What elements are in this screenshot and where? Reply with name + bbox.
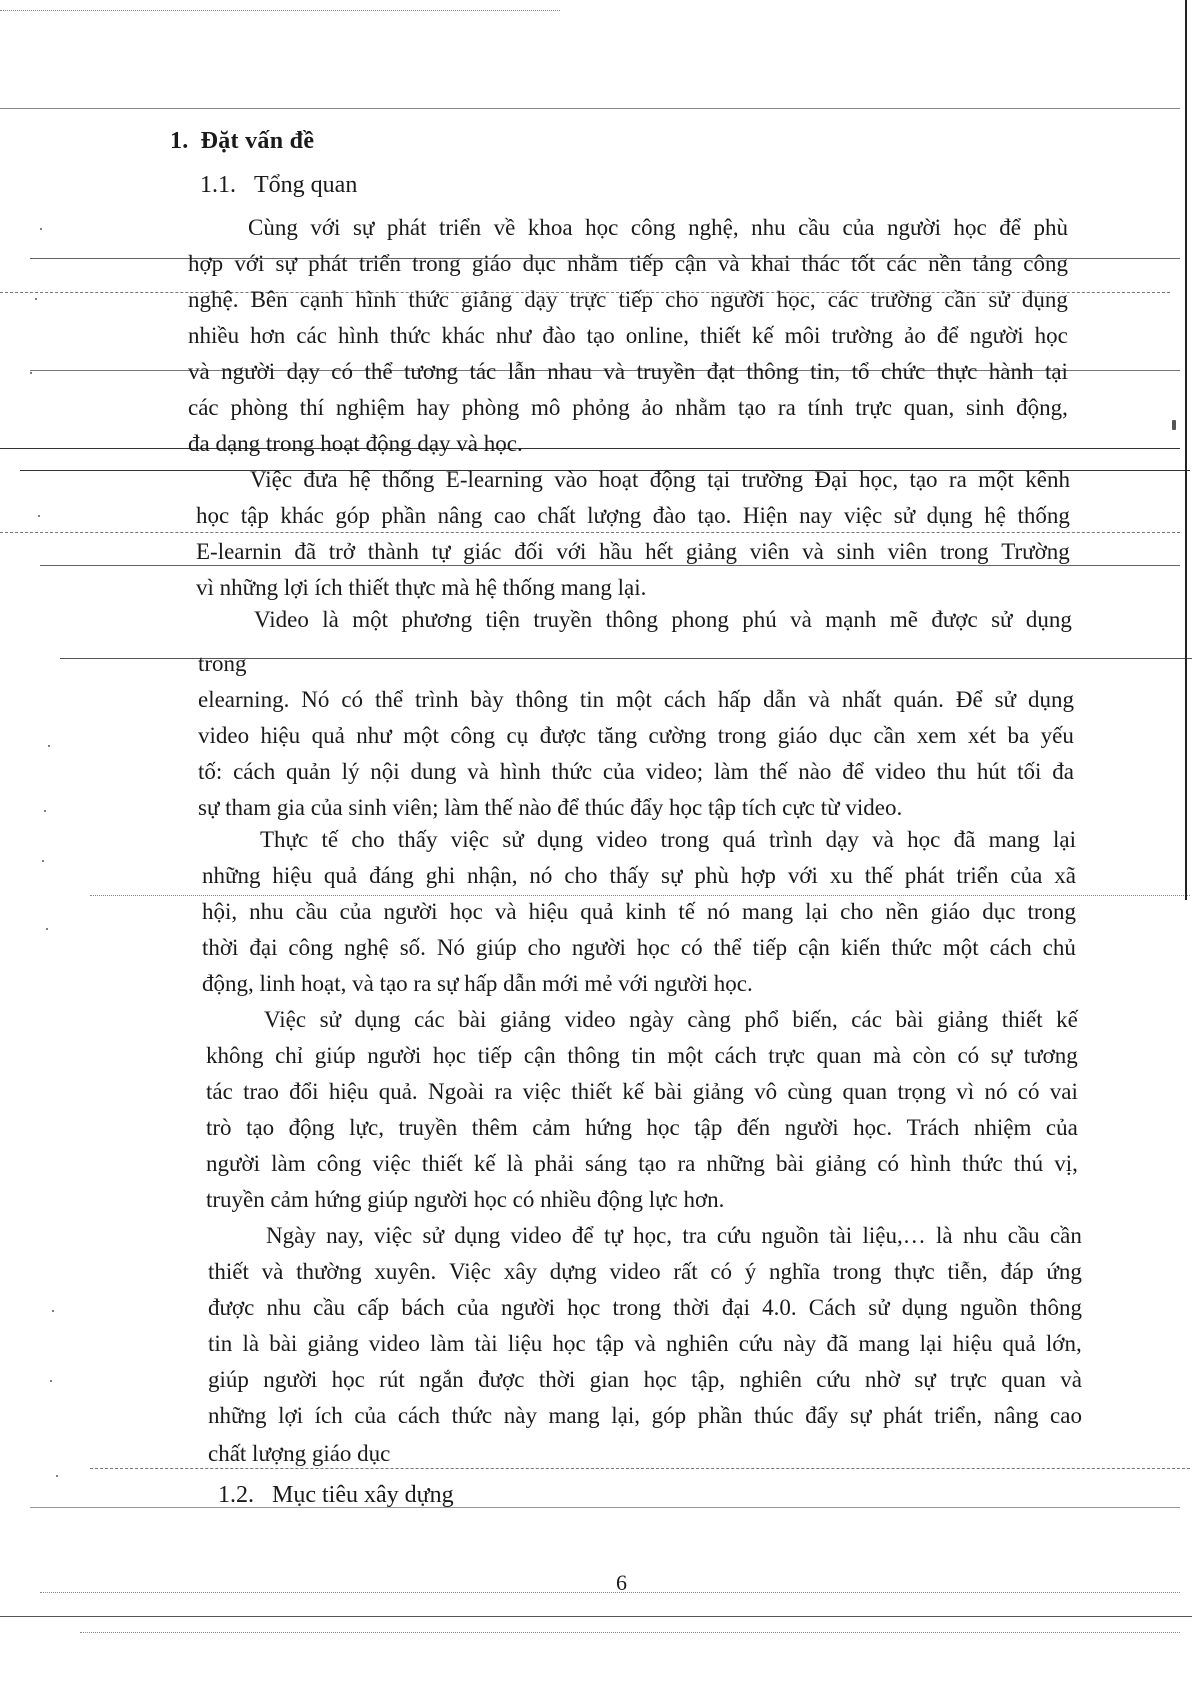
subsection-heading [218, 1482, 454, 1509]
text-line: Việc đưa hệ thống E-learning vào hoạt động tại trường Đại học, tạo ra một kênh [250, 467, 1070, 492]
text-line: trò tạo động lực, truyền thêm cảm hứng học tập đến người học. Trách nhiệm của [206, 1115, 1078, 1140]
text-line: hội, nhu cầu của người học và hiệu quả kinh tế nó mang lại cho nền giáo dục trong [202, 899, 1076, 924]
scan-speck [42, 860, 44, 862]
scan-artifact-line [90, 1468, 1190, 1469]
text-line: các phòng thí nghiệm hay phòng mô phỏng ảo nhằm tạo ra tính trực quan, sinh động, [188, 395, 1068, 420]
text-line: hợp với sự phát triển trong giáo dục nhằm tiếp cận và khai thác tốt các nền tảng công [188, 251, 1068, 276]
page-number: 6 [616, 1570, 627, 1595]
text-line: sự tham gia của sinh viên; làm thế nào để thúc đẩy học tập tích cực từ video. [198, 795, 903, 820]
text-line: và người dạy có thể tương tác lẫn nhau và truyền đạt thông tin, tổ chức thực hành tại [188, 359, 1068, 384]
text-line: nhiều hơn các hình thức khác như đào tạo online, thiết kế môi trường ảo để người học [188, 323, 1068, 348]
text-line: Ngày nay, việc sử dụng video để tự học, tra cứu nguồn tài liệu,… là nhu cầu cần [266, 1223, 1082, 1248]
scan-speck [46, 928, 48, 930]
subsection-title: Mục tiêu xây dựng [272, 1482, 454, 1508]
scan-artifact-line [30, 1507, 1180, 1508]
scan-artifact-line [0, 532, 1180, 533]
text-line: video hiệu quả như một công cụ được tăng cường trong giáo dục cần xem xét ba yếu [198, 723, 1074, 748]
scan-speck [1172, 420, 1176, 430]
scan-speck [50, 1380, 52, 1382]
scan-speck [44, 810, 46, 812]
text-line: chất lượng giáo dục [208, 1441, 391, 1466]
text-line: đa dạng trong hoạt động dạy và học. [188, 431, 523, 456]
subsection-title: Tổng quan [254, 172, 358, 198]
text-line: E-learnin đã trở thành tự giác đối với hầu hết giảng viên và sinh viên trong Trường [196, 539, 1070, 564]
scan-edge-line [1185, 0, 1187, 900]
text-line: người làm công việc thiết kế là phải sáng tạo ra những bài giảng có hình thức thú vị, [206, 1151, 1078, 1176]
scan-artifact-line [40, 565, 1180, 566]
text-line: tác trao đổi hiệu quả. Ngoài ra việc thiết kế bài giảng vô cùng quan trọng vì nó có vai [206, 1079, 1078, 1104]
scan-speck [38, 515, 40, 517]
text-line: Việc sử dụng các bài giảng video ngày càng phổ biến, các bài giảng thiết kế [264, 1007, 1078, 1032]
section-title: Đặt vấn đề [200, 128, 315, 154]
text-line: thời đại công nghệ số. Nó giúp cho người học có thể tiếp cận kiến thức một cách chủ [202, 935, 1076, 960]
text-line: Video là một phương tiện truyền thông phong phú và mạnh mẽ được sử dụng [254, 607, 1072, 632]
text-line: những hiệu quả đáng ghi nhận, nó cho thấy sự phù hợp với xu thế phát triển của xã [202, 863, 1076, 888]
scan-artifact-line [0, 1616, 1192, 1617]
text-line: tố: cách quản lý nội dung và hình thức của video; làm thế nào để video thu hút tối đa [198, 759, 1074, 784]
text-line: trong [198, 651, 247, 676]
text-line: động, linh hoạt, và tạo ra sự hấp dẫn mới mẻ với người học. [202, 971, 753, 996]
scan-artifact-line [80, 1632, 1180, 1633]
section-number: 1. [170, 128, 189, 154]
text-line: Cùng với sự phát triển về khoa học công nghệ, nhu cầu của người học để phù [248, 215, 1068, 240]
text-line: Thực tế cho thấy việc sử dụng video trong quá trình dạy và học đã mang lại [260, 827, 1076, 852]
text-line: vì những lợi ích thiết thực mà hệ thống mang lại. [196, 575, 647, 600]
scan-artifact-line [0, 108, 1180, 109]
text-line: elearning. Nó có thể trình bày thông tin một cách hấp dẫn và nhất quán. Để sử dụng [198, 687, 1074, 712]
subsection-number: 1.1. [200, 172, 236, 198]
scan-artifact-line [90, 895, 1190, 896]
subsection-heading [200, 172, 357, 199]
scan-speck [35, 298, 37, 300]
section-heading [170, 128, 314, 155]
subsection-number: 1.2. [218, 1482, 254, 1508]
scan-artifact-line [0, 10, 560, 11]
text-line: không chỉ giúp người học tiếp cận thông tin một cách trực quan mà còn có sự tương [206, 1043, 1078, 1068]
text-line: truyền cảm hứng giúp người học có nhiều động lực hơn. [206, 1187, 725, 1212]
text-line: thiết và thường xuyên. Việc xây dựng video rất có ý nghĩa trong thực tiễn, đáp ứng [208, 1259, 1082, 1284]
scan-speck [48, 745, 50, 747]
text-line: tin là bài giảng video làm tài liệu học tập và nghiên cứu này đã mang lại hiệu quả lớn, [208, 1331, 1082, 1356]
text-line: giúp người học rút ngắn được thời gian học tập, nghiên cứu nhờ sự trực quan và [208, 1367, 1082, 1392]
scan-speck [40, 228, 42, 230]
text-line: được nhu cầu cấp bách của người học trong thời đại 4.0. Cách sử dụng nguồn thông [208, 1295, 1082, 1320]
scan-artifact-line [0, 448, 1180, 449]
text-line: nghệ. Bên cạnh hình thức giảng dạy trực tiếp cho người học, các trường cần sử dụng [188, 287, 1068, 312]
text-line: những lợi ích của cách thức này mang lại, góp phần thúc đẩy sự phát triển, nâng cao [208, 1403, 1082, 1428]
scan-speck [52, 1310, 54, 1312]
scan-artifact-line [40, 1592, 1180, 1593]
text-line: học tập khác góp phần nâng cao chất lượng đào tạo. Hiện nay việc sử dụng hệ thống [196, 503, 1070, 528]
scan-speck [56, 1475, 58, 1477]
scan-speck [30, 372, 32, 374]
